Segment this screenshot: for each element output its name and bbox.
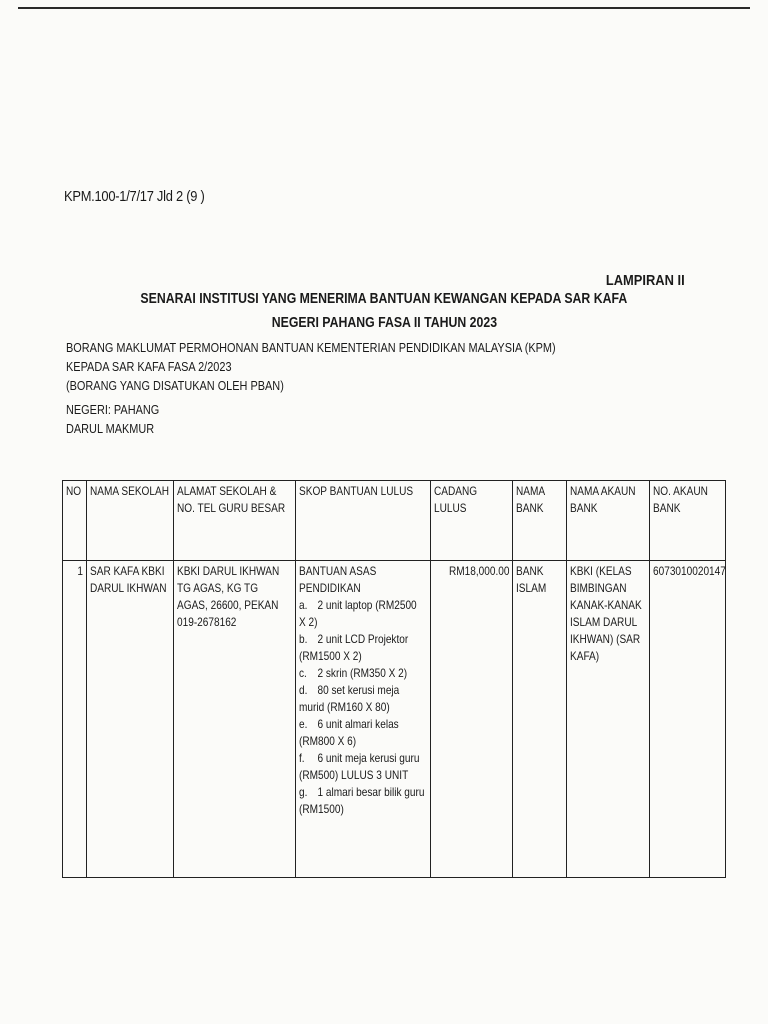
skop-item: e. 6 unit almari kelas (RM800 X 6) [299, 717, 399, 748]
row-cadang: RM18,000.00 [431, 561, 513, 878]
document-title-line2: NEGERI PAHANG FASA II TAHUN 2023 [271, 314, 497, 331]
header-no: NO [63, 481, 87, 561]
header-alamat: ALAMAT SEKOLAH & NO. TEL GURU BESAR [174, 481, 296, 561]
institution-table [62, 480, 725, 878]
skop-title: BANTUAN ASAS PENDIDIKAN [299, 564, 377, 595]
row-nama-bank: BANK ISLAM [513, 561, 567, 878]
skop-item: c. 2 skrin (RM350 X 2) [299, 666, 408, 680]
skop-item: f. 6 unit meja kerusi guru (RM500) LULUS 3 UNIT [299, 751, 420, 782]
table-header-row [63, 481, 726, 561]
skop-item: g. 1 almari besar bilik guru (RM1500) [299, 785, 425, 816]
row-nama-akaun: KBKI (KELAS BIMBINGAN KANAK-KANAK ISLAM DARUL IKHWAN) (SAR KAFA) [567, 561, 650, 878]
reference-number: KPM.100-1/7/17 Jld 2 (9 ) [64, 188, 205, 205]
form-description-line1: BORANG MAKLUMAT PERMOHONAN BANTUAN KEMENTERIAN PENDIDIKAN MALAYSIA (KPM) [66, 340, 556, 355]
row-no: 1 [63, 561, 87, 878]
state-label: NEGERI: PAHANG [66, 402, 160, 417]
top-border-line [18, 7, 750, 9]
appendix-label: LAMPIRAN II [606, 272, 685, 289]
header-no-akaun: NO. AKAUN BANK [650, 481, 726, 561]
skop-item: d. 80 set kerusi meja murid (RM160 X 80) [299, 683, 400, 714]
document-title-line1: SENARAI INSTITUSI YANG MENERIMA BANTUAN KEWANGAN KEPADA SAR KAFA [140, 290, 628, 307]
form-description-line2: KEPADA SAR KAFA FASA 2/2023 [66, 359, 232, 374]
row-nama-sekolah: SAR KAFA KBKI DARUL IKHWAN [87, 561, 174, 878]
header-cadang: CADANG LULUS [431, 481, 513, 561]
skop-item: b. 2 unit LCD Projektor (RM1500 X 2) [299, 632, 409, 663]
header-nama-akaun: NAMA AKAUN BANK [567, 481, 650, 561]
header-nama-sekolah: NAMA SEKOLAH [87, 481, 174, 561]
form-description-line3: (BORANG YANG DISATUKAN OLEH PBAN) [66, 378, 284, 393]
state-label-cont: DARUL MAKMUR [66, 421, 155, 436]
table-row [63, 561, 726, 878]
skop-item: a. 2 unit laptop (RM2500 X 2) [299, 598, 417, 629]
row-alamat: KBKI DARUL IKHWAN TG AGAS, KG TG AGAS, 26600, PEKAN 019-2678162 [174, 561, 296, 878]
header-skop: SKOP BANTUAN LULUS [296, 481, 431, 561]
row-skop [296, 561, 431, 878]
header-nama-bank: NAMA BANK [513, 481, 567, 561]
row-no-akaun: 6073010020147 [650, 561, 726, 878]
